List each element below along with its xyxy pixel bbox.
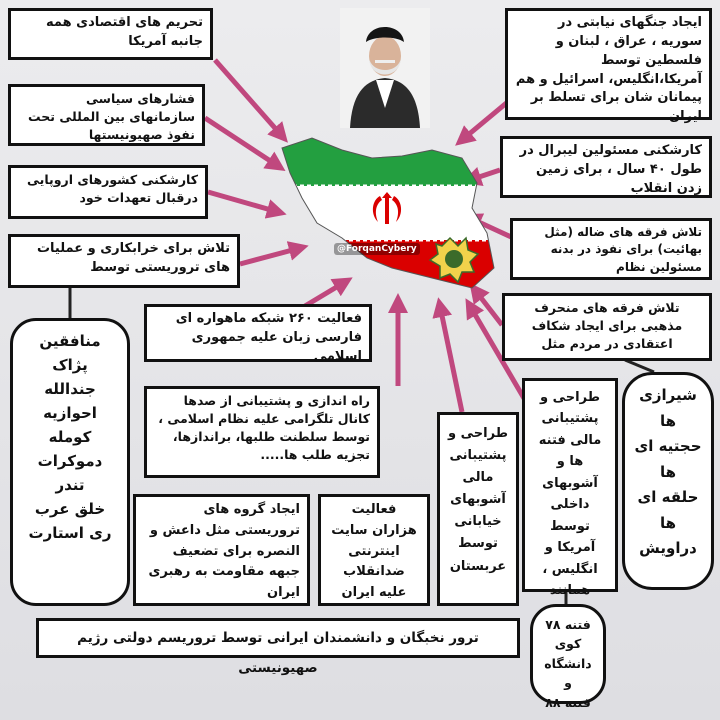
group-list-item: ری استارت <box>28 524 112 542</box>
iran-flag-map <box>272 128 502 298</box>
sedition-support-box <box>522 378 618 598</box>
group-list-item: دموکرات <box>37 452 103 470</box>
telegram-text: راه اندازی و پشتیبانی از صدها کانال تلگرامی علیه نظام اسلامی ، توسط سلطنت طلبها، براندازها، تجزیه طلب ها..... <box>158 393 370 463</box>
telegram-box <box>144 386 380 478</box>
proxy-wars-box <box>505 8 712 125</box>
sect-list-item: دراویش <box>639 539 697 557</box>
assassination-box <box>36 618 520 676</box>
bahai-box <box>510 218 712 280</box>
group-list-item: کومله <box>48 428 92 446</box>
liberal-officials-box <box>500 136 712 198</box>
bahai-text: تلاش فرقه های ضاله (مثل بهائیت) برای نفوذ در بدنه مسئولین نظام <box>544 225 702 274</box>
proxy-wars-text: ایجاد جنگهای نیابتی در سوریه ، عراق ، لبنان و فلسطین توسط آمریکا،انگلیس، اسرائیل و هم پیمانان شان برای تسلط بر ایران <box>515 15 702 125</box>
terror-groups-text: ایجاد گروه های تروریستی مثل داعش و النصره برای تضعیف جبهه مقاومت به رهبری ایران <box>148 502 300 601</box>
sedition-example-item: دانشگاه و <box>544 655 592 691</box>
group-list-item: تندر <box>55 476 85 494</box>
europe-obstruction-box <box>8 165 208 219</box>
sanctions-box <box>8 8 213 60</box>
connector-sects <box>625 360 654 372</box>
group-list-item: جندالله <box>44 380 96 398</box>
sect-list-item: ها <box>659 462 677 481</box>
intl-pressure-box <box>8 84 205 146</box>
satellite-box <box>144 304 372 362</box>
arrow-europe <box>208 192 278 212</box>
sect-list-item: ها <box>659 411 677 430</box>
liberal-officials-text: کارشکنی مسئولین لیبرال در طول ۴۰ سال ، برای زمین زدن انقلاب <box>519 143 702 196</box>
sanctions-text: تحریم های اقتصادی همه جانبه آمریکا <box>46 15 203 49</box>
intl-pressure-text: فشارهای سیاسی سازمانهای بین المللی تحت نفوذ صهیونیستها <box>28 91 195 143</box>
sect-list-item: حجتیه ای <box>634 437 702 455</box>
street-riots-box <box>437 412 519 606</box>
leader-portrait-image <box>340 8 430 128</box>
groups-list-box <box>10 318 130 606</box>
satellite-text: فعالیت ۲۶۰ شبکه ماهواره ای فارسی زبان علیه جمهوری اسلامی <box>175 311 362 364</box>
sect-list-item: حلقه ای <box>637 488 699 506</box>
group-list-item: احوازیه <box>43 404 97 422</box>
deviant-sects-text: تلاش فرقه های منحرف مذهبی برای ایجاد شکاف اعتقادی در مردم مثل <box>531 300 683 352</box>
websites-box <box>318 494 430 606</box>
deviant-sects-box <box>502 293 712 361</box>
source-handle: @ForqanCybery <box>334 243 420 255</box>
sedition-examples-box <box>530 604 606 710</box>
sedition-example-item: فتنه ۸۸ <box>545 694 591 710</box>
sedition-support-text: طراحی و پشتیبانی مالی فتنه ها و آشوبهای داخلی توسط آمریکا و انگلیس ، همانند <box>538 390 602 598</box>
sect-list-item: شیرازی <box>639 386 697 404</box>
arrow-street-riots <box>440 306 462 412</box>
websites-text: فعالیت هزاران سایت اینترنتی ضدانقلاب علیه ایران <box>331 502 417 601</box>
arrow-intl-pressure <box>205 118 278 166</box>
group-list-item: پژاک <box>52 356 88 374</box>
group-list-item: خلق عرب <box>34 500 106 518</box>
sabotage-terror-box <box>8 234 240 288</box>
sedition-example-item: فتنه ۷۸ کوی <box>545 617 591 652</box>
assassination-text: ترور نخبگان و دانشمندان ایرانی توسط تروریسم دولتی رژیم صهیونیستی <box>77 630 479 676</box>
arrow-sanctions <box>215 60 282 136</box>
sabotage-terror-text: تلاش برای خرابکاری و عملیات های تروریستی توسط <box>36 241 230 275</box>
group-list-item: منافقین <box>39 332 101 350</box>
terror-groups-box <box>133 494 310 606</box>
street-riots-text: طراحی و پشتیبانی مالی آشوبهای خیابانی توسط عربستان <box>448 426 508 574</box>
sects-list-box <box>622 372 714 590</box>
europe-obstruction-text: کارشکنی کشورهای اروپایی درقبال تعهدات خود <box>27 172 198 206</box>
sect-list-item: ها <box>659 513 677 532</box>
